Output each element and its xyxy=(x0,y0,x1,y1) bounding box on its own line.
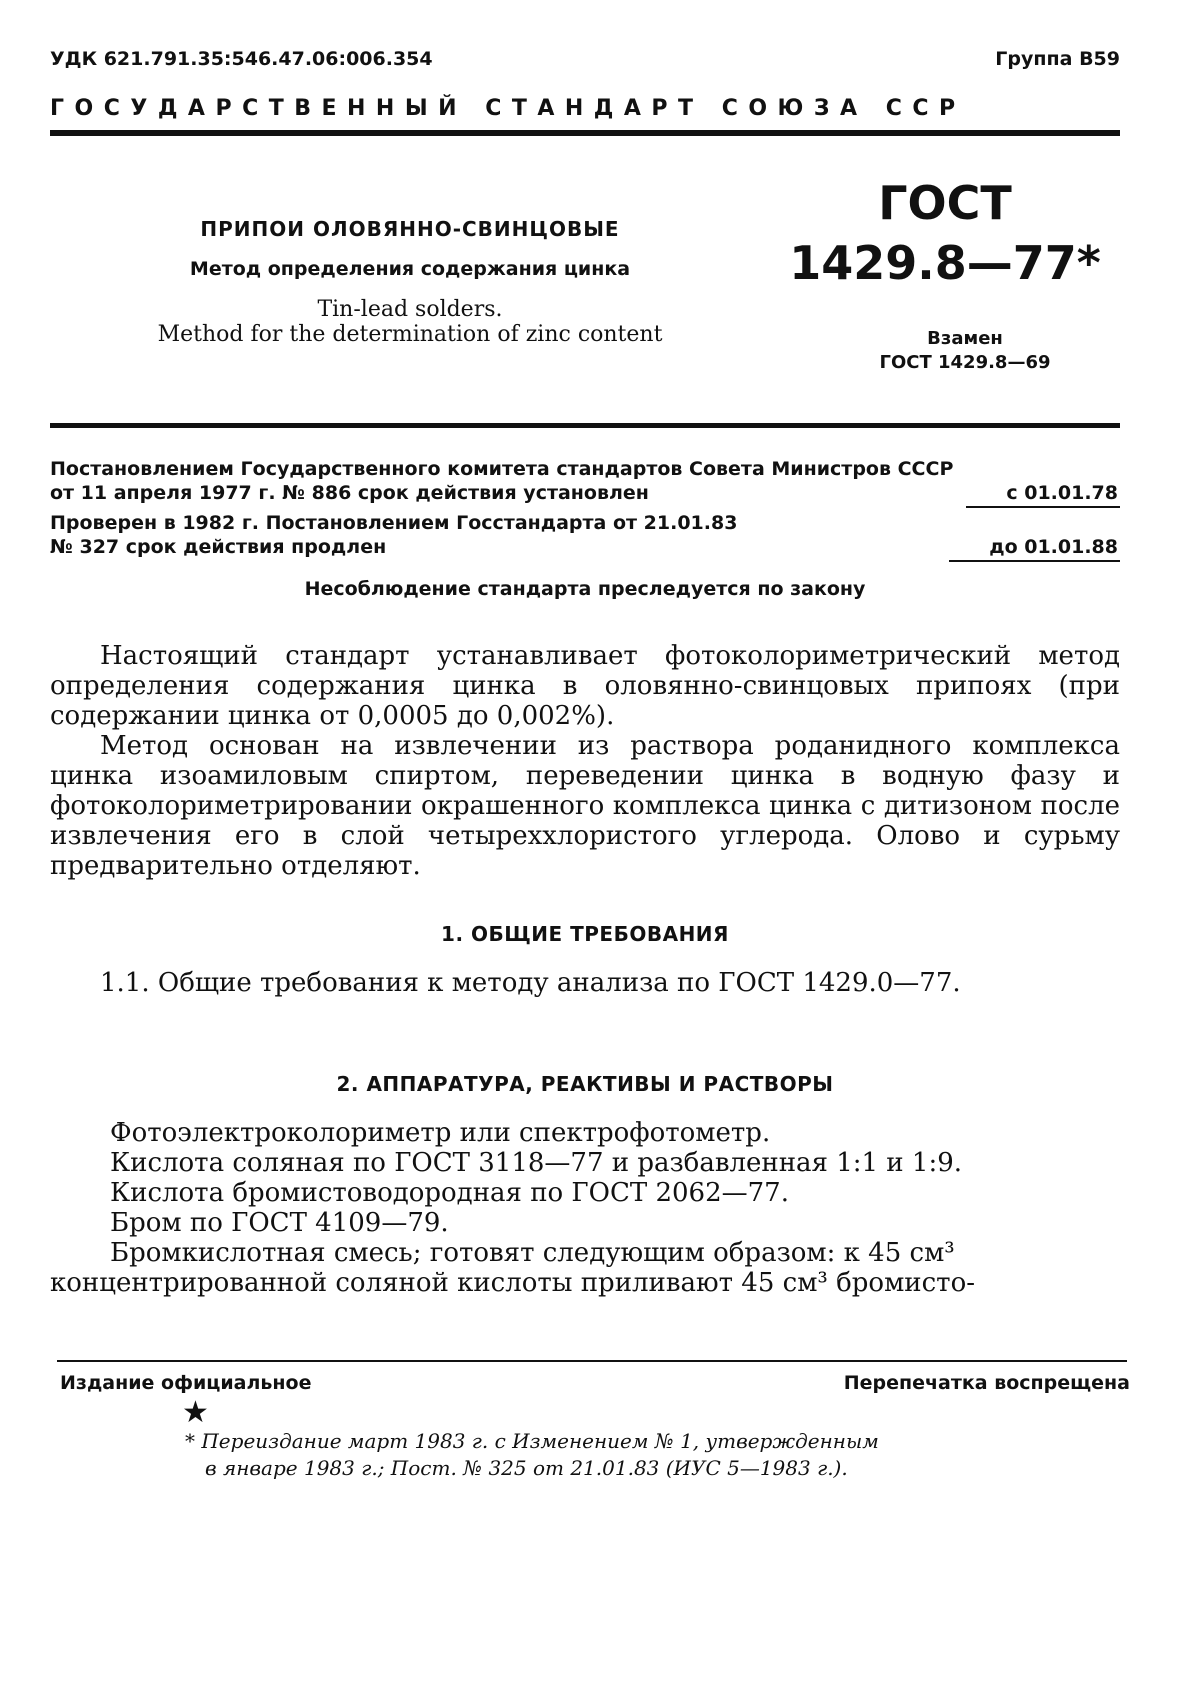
reagent-bromoacid-mix-cont: концентрированной соляной кислоты приливают 45 см³ бромисто- xyxy=(50,1268,976,1298)
replaces-label: Взамен xyxy=(927,328,1003,349)
footer-divider xyxy=(57,1360,1127,1362)
reagent-hydrobromic-acid: Кислота бромистоводородная по ГОСТ 2062—77. xyxy=(110,1178,789,1208)
effective-date: с 01.01.78 xyxy=(966,482,1120,508)
decree-row-1 xyxy=(50,482,1120,508)
section-2-list xyxy=(50,1118,1120,1268)
decree-line4: № 327 срок действия продлен xyxy=(50,536,387,558)
intro-paragraph-1: Настоящий стандарт устанавливает фотоколориметрический метод определения содержания цинка в оловянно-свинцовых припоях (при содержании цинка от 0,0005 до 0,002%). xyxy=(50,641,1120,731)
official-edition: Издание официальное xyxy=(60,1372,312,1394)
document-subtitle: Метод определения содержания цинка xyxy=(189,258,631,280)
replaces-value: ГОСТ 1429.8—69 xyxy=(879,352,1051,373)
law-notice: Несоблюдение стандарта преследуется по закону xyxy=(304,578,866,600)
udk-code: УДК 621.791.35:546.47.06:006.354 xyxy=(50,48,433,70)
decree-line1: Постановлением Государственного комитета стандартов Совета Министров СССР xyxy=(50,458,954,480)
reprint-prohibited: Перепечатка воспрещена xyxy=(843,1372,1130,1394)
reagent-bromine: Бром по ГОСТ 4109—79. xyxy=(110,1208,449,1238)
top-divider xyxy=(50,130,1120,136)
gost-label: ГОСТ xyxy=(878,176,1012,230)
reagent-bromoacid-mix: Бромкислотная смесь; готовят следующим образом: к 45 см³ xyxy=(110,1238,955,1268)
intro-paragraph-2: Метод основан на извлечении из раствора роданидного комплекса цинка изоамиловым спиртом, переведении цинка в водную фазу и фотоколориметрировании окрашенного комплекса цинка с дитизоном после извлечения его в слой четыреххлористого углерода. Олово и сурьму предварительно отделяют. xyxy=(50,731,1120,881)
decree-row-2 xyxy=(50,536,1120,562)
english-title-line2: Method for the determination of zinc content xyxy=(157,322,663,347)
section-2-heading: 2. АППАРАТУРА, РЕАКТИВЫ И РАСТВОРЫ xyxy=(336,1072,834,1096)
reagent-photocolorimeter: Фотоэлектроколориметр или спектрофотометр. xyxy=(110,1118,771,1148)
section-1-paragraph: 1.1. Общие требования к методу анализа по ГОСТ 1429.0—77. xyxy=(100,968,961,998)
decree-line3: Проверен в 1982 г. Постановлением Госстандарта от 21.01.83 xyxy=(50,512,738,534)
reagent-hydrochloric-acid: Кислота соляная по ГОСТ 3118—77 и разбавленная 1:1 и 1:9. xyxy=(110,1148,963,1178)
group-code: Группа В59 xyxy=(995,48,1120,70)
english-title xyxy=(100,297,720,347)
middle-divider xyxy=(50,423,1120,428)
footnote-line1: * Переиздание март 1983 г. с Изменением № 1, утвержденным xyxy=(185,1429,879,1453)
star-icon: ★ xyxy=(182,1396,209,1429)
decree-line2: от 11 апреля 1977 г. № 886 срок действия установлен xyxy=(50,482,649,504)
reissue-footnote xyxy=(185,1428,1085,1482)
footnote-line2: в январе 1983 г.; Пост. № 325 от 21.01.83 (ИУС 5—1983 г.). xyxy=(205,1456,848,1480)
extended-date: до 01.01.88 xyxy=(949,536,1120,562)
english-title-line1: Tin-lead solders. xyxy=(317,297,503,322)
document-title: ПРИПОИ ОЛОВЯННО-СВИНЦОВЫЕ xyxy=(200,217,620,241)
gost-number: 1429.8—77* xyxy=(789,236,1101,290)
section-1-heading: 1. ОБЩИЕ ТРЕБОВАНИЯ xyxy=(441,922,729,946)
gov-standard-banner: ГОСУДАРСТВЕННЫЙ СТАНДАРТ СОЮЗА ССР xyxy=(50,96,966,121)
